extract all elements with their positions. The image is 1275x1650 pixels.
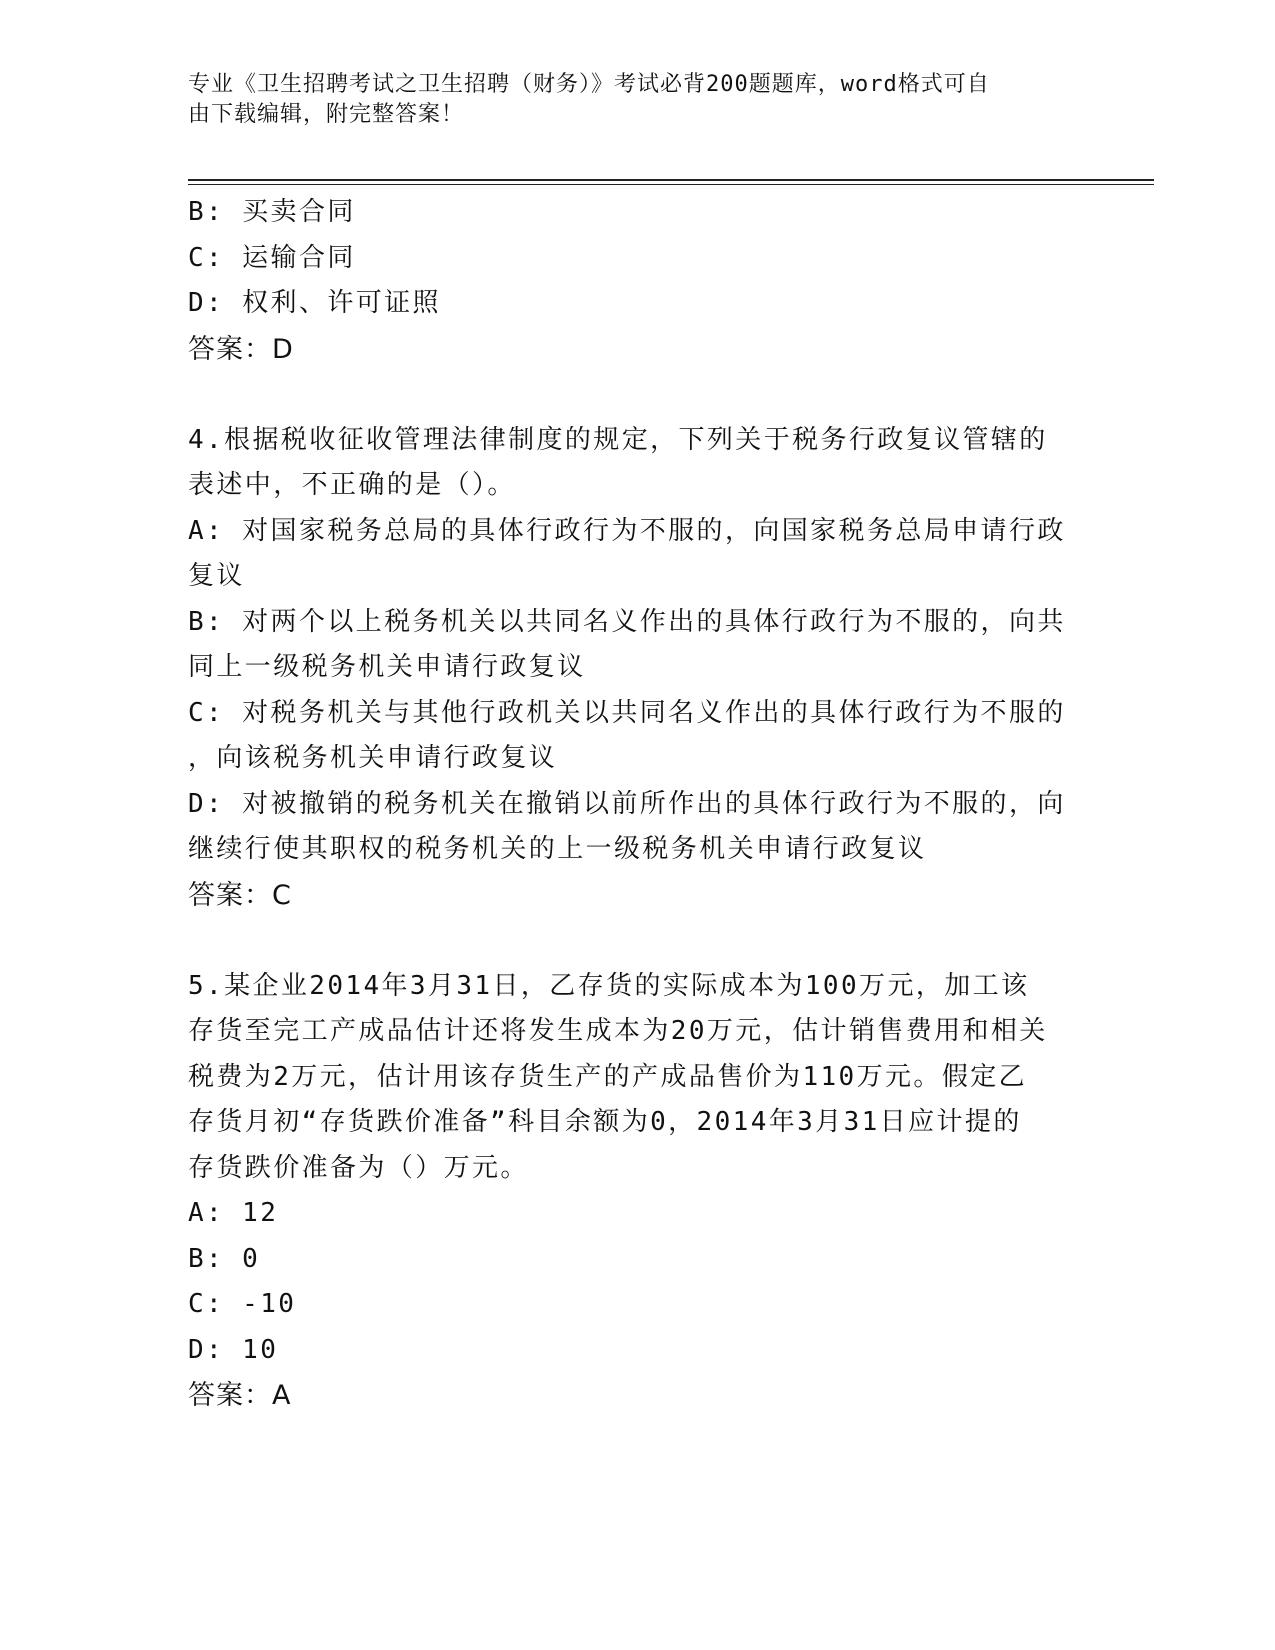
q5-stem-line-5: 存货跌价准备为（）万元。 [188, 1152, 529, 1183]
question-5 [188, 964, 1088, 1419]
header-line-2: 由下载编辑，附完整答案！ [188, 102, 465, 127]
q3-option-b: B: 买卖合同 [188, 197, 356, 227]
q5-option-d: D: 10 [188, 1334, 279, 1365]
spacer [188, 372, 1088, 418]
q5-answer: 答案：A [188, 1380, 292, 1411]
header-divider-thick [188, 179, 1154, 181]
q5-option-b: B: 0 [188, 1243, 261, 1274]
q3-option-c: C: 运输合同 [188, 242, 356, 273]
q3-answer: 答案：D [188, 333, 294, 365]
spacer [188, 918, 1088, 964]
q4-option-c-line-2: ，向该税务机关申请行政复议 [188, 743, 558, 773]
q4-option-a-line-2: 复议 [188, 561, 245, 591]
header-divider-thin [188, 184, 1154, 185]
q4-answer: 答案：C [188, 879, 292, 911]
q4-stem-line-1: 4.根据税收征收管理法律制度的规定，下列关于税务行政复议管辖的 [188, 424, 1048, 455]
document-body [188, 190, 1088, 1419]
q5-stem-line-2: 存货至完工产成品估计还将发生成本为20万元，估计销售费用和相关 [188, 1016, 1048, 1046]
header-line-1: 专业《卫生招聘考试之卫生招聘（财务）》考试必背200题题库，word格式可自 [188, 72, 990, 97]
q3-option-d: D: 权利、许可证照 [188, 288, 441, 318]
q5-stem-line-3: 税费为2万元，估计用该存货生产的产成品售价为110万元。假定乙 [188, 1061, 1028, 1092]
q4-option-c-line-1: C: 对税务机关与其他行政机关以共同名义作出的具体行政行为不服的 [188, 697, 1066, 728]
q5-stem-line-1: 5.某企业2014年3月31日，乙存货的实际成本为100万元，加工该 [188, 970, 1030, 1001]
q4-option-b-line-1: B: 对两个以上税务机关以共同名义作出的具体行政行为不服的，向共 [188, 606, 1066, 637]
q5-option-a: A: 12 [188, 1198, 279, 1228]
q4-option-d-line-2: 继续行使其职权的税务机关的上一级税务机关申请行政复议 [188, 834, 927, 864]
question-3-tail [188, 190, 1088, 372]
document-header [188, 70, 1088, 130]
q4-option-a-line-1: A: 对国家税务总局的具体行政行为不服的，向国家税务总局申请行政 [188, 515, 1066, 546]
q5-stem-line-4: 存货月初“存货跌价准备”科目余额为0，2014年3月31日应计提的 [188, 1107, 1022, 1137]
q4-option-d-line-1: D: 对被撤销的税务机关在撤销以前所作出的具体行政行为不服的，向 [188, 788, 1066, 819]
question-4 [188, 418, 1088, 919]
q4-stem-line-2: 表述中，不正确的是（）。 [188, 470, 516, 500]
q4-option-b-line-2: 同上一级税务机关申请行政复议 [188, 652, 586, 682]
q5-option-c: C: -10 [188, 1289, 297, 1319]
